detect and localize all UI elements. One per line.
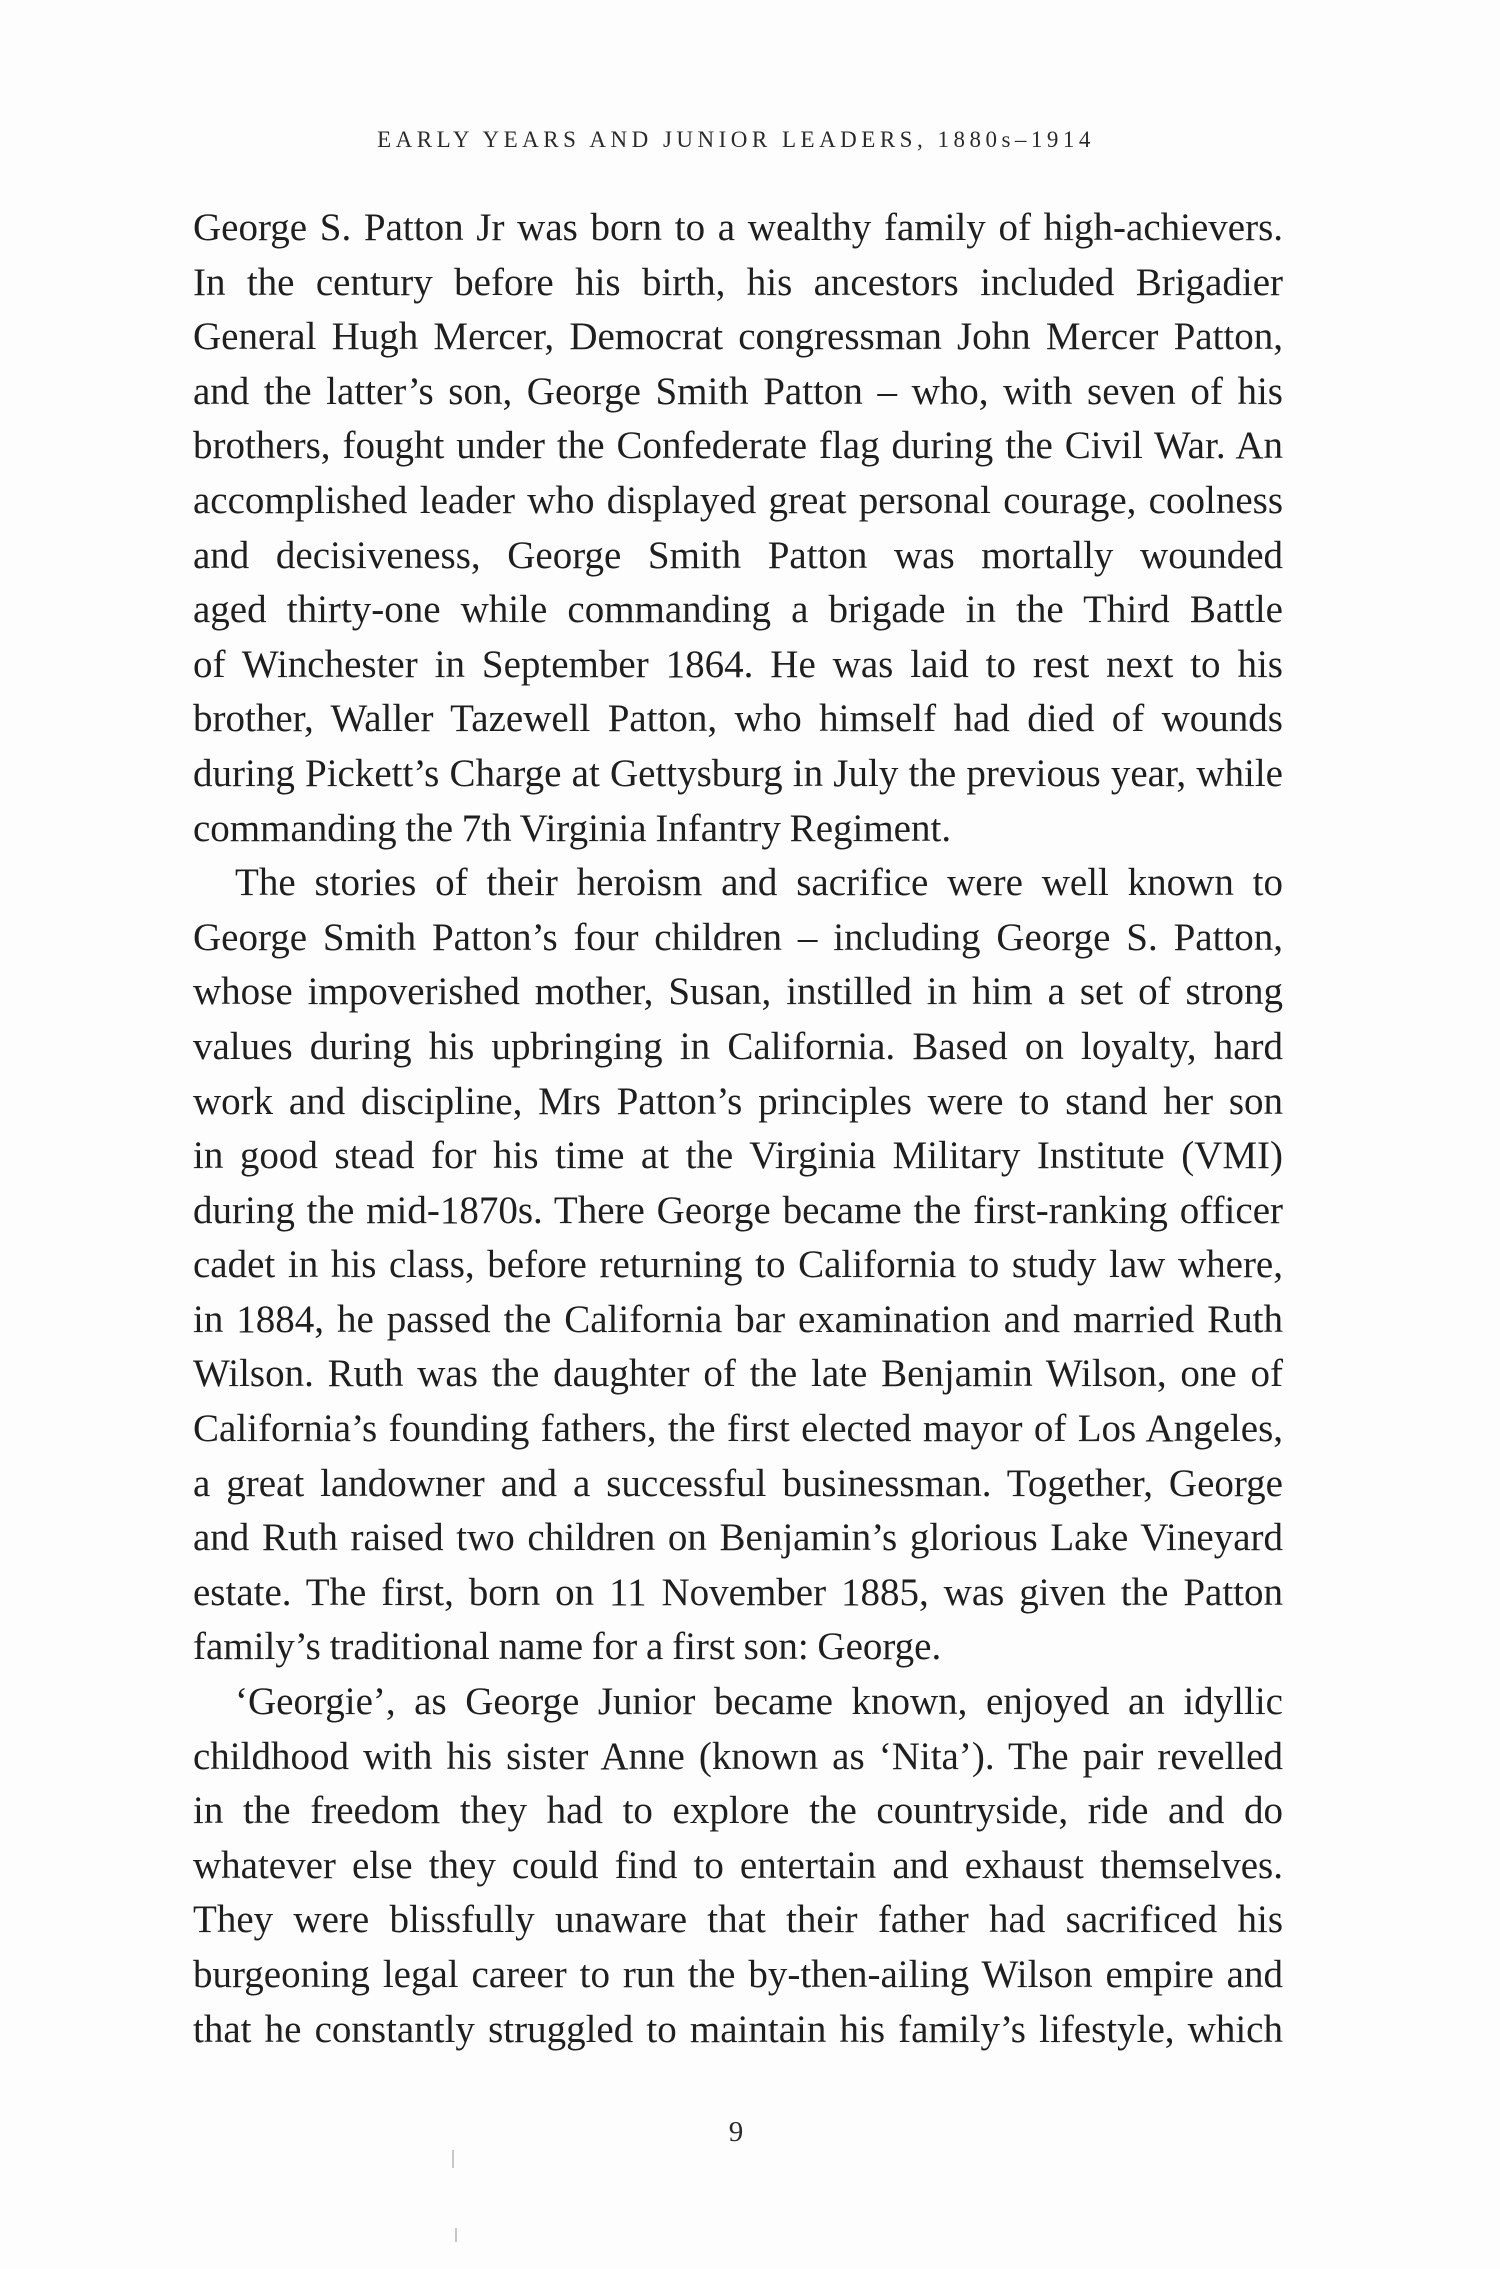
text-line: aged thirty-one while commanding a brigade in the Third Battle (193, 588, 1283, 632)
text-line: childhood with his sister Anne (known as ‘Nita’). The pair revelled (193, 1734, 1283, 1778)
text-line: whose impoverished mother, Susan, instilled in him a set of strong (193, 970, 1283, 1014)
text-line: Wilson. Ruth was the daughter of the late Benjamin Wilson, one of (193, 1352, 1283, 1396)
text-line: General Hugh Mercer, Democrat congressman John Mercer Patton, (193, 315, 1283, 359)
text-line: George S. Patton Jr was born to a wealthy family of high-achievers. (193, 206, 1283, 249)
text-line: family’s traditional name for a first son: George. (193, 1625, 942, 1669)
text-line: a great landowner and a successful businessman. Together, George (193, 1461, 1283, 1505)
text-line: In the century before his birth, his ancestors included Brigadier (193, 260, 1283, 304)
body-text (193, 201, 1283, 2057)
running-head: EARLY YEARS AND JUNIOR LEADERS, 1880s–1914 (377, 127, 1095, 152)
text-line: The stories of their heroism and sacrifice were well known to (235, 861, 1283, 905)
text-line: whatever else they could find to entertain and exhaust themselves. (193, 1843, 1283, 1887)
text-line: cadet in his class, before returning to California to study law where, (193, 1243, 1283, 1287)
text-line: They were blissfully unaware that their father had sacrificed his (193, 1898, 1283, 1942)
text-line: estate. The first, born on 11 November 1885, was given the Patton (193, 1570, 1283, 1614)
text-line: in 1884, he passed the California bar examination and married Ruth (193, 1297, 1283, 1341)
text-line: brother, Waller Tazewell Patton, who himself had died of wounds (193, 697, 1283, 741)
text-line: and decisiveness, George Smith Patton was mortally wounded (193, 533, 1283, 577)
scan-mark (455, 2228, 457, 2242)
text-line: brothers, fought under the Confederate flag during the Civil War. An (193, 424, 1283, 468)
scan-mark (452, 2150, 454, 2168)
text-line: commanding the 7th Virginia Infantry Regiment. (193, 806, 952, 850)
page-number: 9 (728, 2116, 744, 2148)
text-line: and Ruth raised two children on Benjamin’s glorious Lake Vineyard (193, 1516, 1283, 1560)
text-line: George Smith Patton’s four children – including George S. Patton, (193, 915, 1283, 959)
text-line: burgeoning legal career to run the by-then-ailing Wilson empire and (193, 1953, 1283, 1996)
text-line: California’s founding fathers, the first elected mayor of Los Angeles, (193, 1407, 1283, 1451)
text-line: ‘Georgie’, as George Junior became known, enjoyed an idyllic (235, 1680, 1283, 1724)
text-line: accomplished leader who displayed great personal courage, coolness (193, 478, 1283, 522)
text-line: that he constantly struggled to maintain his family’s lifestyle, which (193, 2007, 1283, 2051)
text-line: during Pickett’s Charge at Gettysburg in July the previous year, while (193, 751, 1283, 795)
text-line: values during his upbringing in California. Based on loyalty, hard (193, 1024, 1283, 1068)
text-line: work and discipline, Mrs Patton’s principles were to stand her son (193, 1079, 1283, 1123)
text-line: during the mid-1870s. There George became the first-ranking officer (193, 1188, 1283, 1232)
text-line: and the latter’s son, George Smith Patton – who, with seven of his (193, 369, 1283, 413)
text-line: of Winchester in September 1864. He was laid to rest next to his (193, 642, 1283, 686)
text-line: in good stead for his time at the Virginia Military Institute (VMI) (193, 1134, 1283, 1178)
text-line: in the freedom they had to explore the countryside, ride and do (193, 1789, 1283, 1833)
